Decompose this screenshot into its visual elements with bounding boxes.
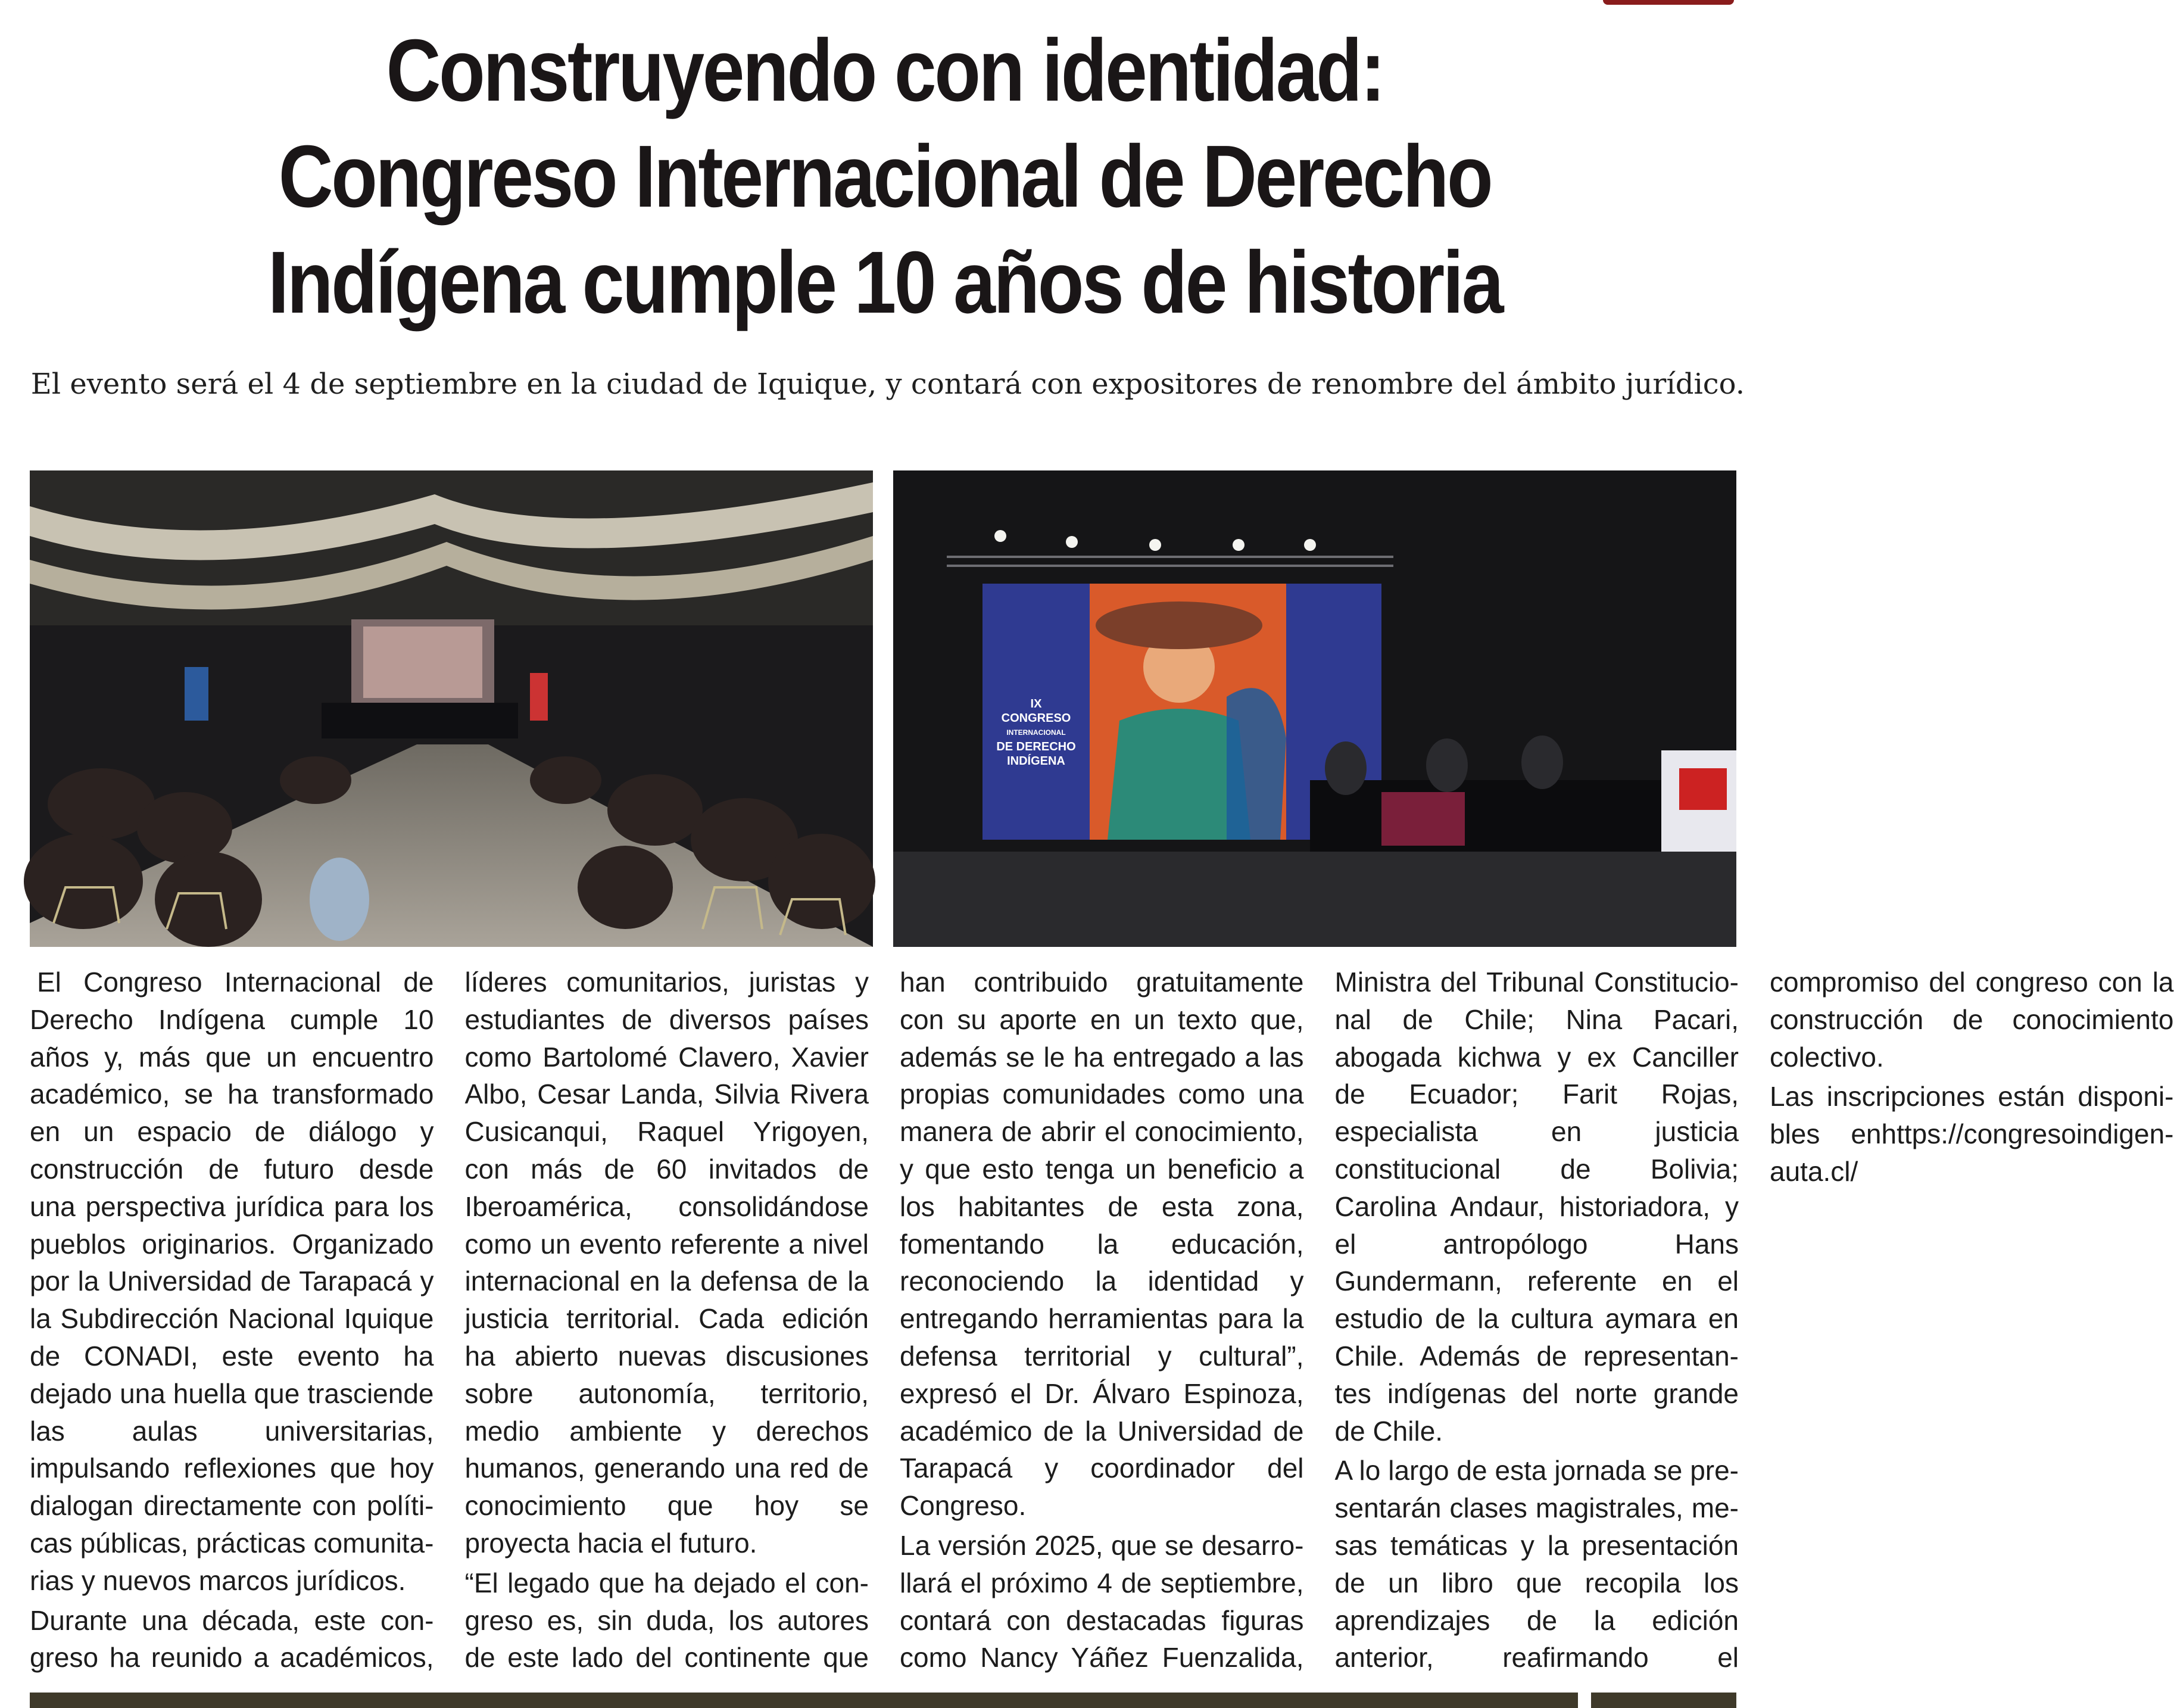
article-paragraph: A lo largo de esta jornada se presentarán clases magistrales, mesas temáticas y la presentación de un libro que recopila los aprendizajes de la edición anterior, reafirmando el compromiso del congreso con la construcción de conocimiento colectivo. <box>1334 967 2174 1673</box>
event-hall-illustration <box>30 470 873 947</box>
article-paragraph: “El legado que ha dejado el congreso es, sin duda, los autores de este lado del continente que han contribuido gratuitamente con su aporte en un texto que, además se le ha entregado a las propias comunidades como una manera de abrir el conocimiento, y que esto tenga un beneficio a los habitantes de esta zona, fomentando la educación, reconociendo la identidad y entregando herramientas para la defensa territorial y cultural”, expresó el Dr. Álvaro Espinoza, académico de la Universidad de Tarapacá y coordinador del Congreso. <box>464 967 1304 1673</box>
congress-screen-text <box>988 697 1084 768</box>
screen-line-congreso: CONGRESO <box>1001 712 1071 725</box>
screen-line-indigena: INDÍGENA <box>1007 755 1065 768</box>
next-article-image-edge <box>30 1693 1736 1708</box>
article-paragraph: Durante una década, este congreso ha reunido a académicos, líderes comunitarios, juristas y estudiantes de diversos países como Bartolomé Clavero, Xavier Albo, Cesar Landa, Silvia Rivera Cusicanqui, Raquel Yrigoyen, con más de 60 invitados de Iberoamérica, consolidándose como un evento referente a nivel internacional en la defensa de la justicia territorial. Cada edición ha abierto nuevas discusiones sobre autonomía, territorio, medio ambiente y derechos humanos, generando una red de conocimiento que hoy se proyecta hacia el futuro. <box>30 967 869 1673</box>
screen-line-internacional: INTERNACIONAL <box>1006 728 1066 737</box>
article-paragraph: La versión 2025, que se desarrollará el próximo 4 de septiembre, contará con destacadas figuras como Nancy Yáñez Fuenzalida, Ministra del Tribunal Constitucional de Chile; Nina Pacari, abogada kichwa y ex Canciller de Ecuador; Farit Rojas, especialista en justicia constitucional de Bolivia; Carolina Andaur, historiadora, y el antropólogo Hans Gundermann, referente en el estudio de la cultura aymara en Chile. Además de representantes indígenas del norte grande de Chile. <box>900 967 1739 1673</box>
headline-line-2: Congreso Internacional de Derecho <box>278 127 1492 226</box>
headline <box>124 18 1646 336</box>
headline-line-3: Indígena cumple 10 años de historia <box>267 233 1502 332</box>
article-body <box>30 964 2174 1678</box>
image-gap <box>1578 1693 1591 1708</box>
top-accent-bar <box>1603 0 1734 5</box>
stage-photo <box>893 470 1736 947</box>
article-paragraph: Las inscripciones están disponibles enhttps://congresoindigenauta.cl/ <box>1770 1081 2174 1187</box>
event-hall-photo <box>30 470 873 947</box>
headline-line-1: Construyendo con identidad: <box>386 21 1384 120</box>
article-paragraph: El Congreso Internacional de Derecho Indígena cumple 10 años y, más que un encuentro académico, se ha transformado en un espacio de diálogo y construcción de futuro desde una perspectiva jurídica para los pueblos originarios. Organizado por la Universidad de Tarapacá y la Subdirección Nacional Iquique de CONADI, este evento ha dejado una huella que trasciende las aulas universitarias, impulsando reflexiones que hoy dialogan directamente con políticas públicas, prácticas comunitarias y nuevos marcos jurídicos. <box>30 967 434 1596</box>
screen-line-edition: IX <box>1030 697 1042 710</box>
subtitle: El evento será el 4 de septiembre en la ciudad de Iquique, y contará con expositores de renombre del ámbito jurídico. <box>30 367 1745 401</box>
screen-line-derecho: DE DERECHO <box>996 740 1076 753</box>
